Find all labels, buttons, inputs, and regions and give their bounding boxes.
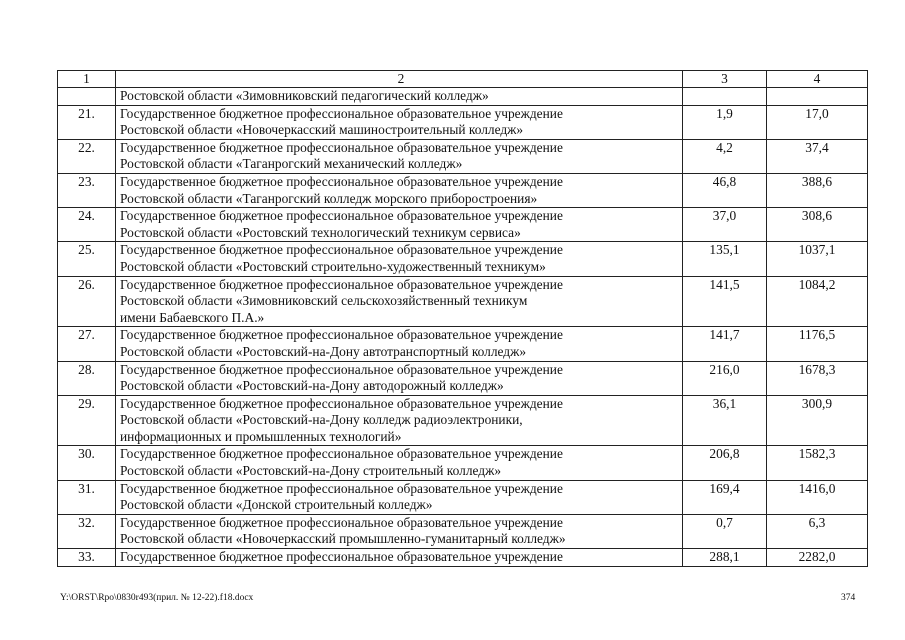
institution-name (116, 208, 683, 242)
row-number: 22. (58, 139, 116, 173)
row-number (58, 88, 116, 106)
table-row (58, 173, 868, 207)
value-col-3: 4,2 (683, 139, 767, 173)
table-row (58, 361, 868, 395)
value-col-4: 1084,2 (767, 276, 868, 327)
institution-name-line: Государственное бюджетное профессиональное образовательное учреждение (120, 480, 563, 496)
header-col-4: 4 (767, 71, 868, 88)
institution-name (116, 480, 683, 514)
institution-name-line: Ростовской области «Зимовниковский сельскохозяйственный техникум (120, 293, 528, 309)
value-col-3: 141,5 (683, 276, 767, 327)
institution-name (116, 327, 683, 361)
institution-name-line: Государственное бюджетное профессиональное образовательное учреждение (120, 327, 563, 343)
row-number: 24. (58, 208, 116, 242)
institution-name-line: Ростовской области «Ростовский-на-Дону автодорожный колледж» (120, 378, 504, 394)
institution-name-line: Ростовской области «Таганрогский механический колледж» (120, 156, 463, 172)
table-row (58, 105, 868, 139)
institution-name-line: Ростовской области «Ростовский-на-Дону автотранспортный колледж» (120, 343, 527, 359)
value-col-3: 169,4 (683, 480, 767, 514)
value-col-3: 141,7 (683, 327, 767, 361)
institution-name-line: Ростовской области «Ростовский-на-Дону строительный колледж» (120, 463, 502, 479)
header-col-2: 2 (116, 71, 683, 88)
institution-name (116, 514, 683, 548)
value-col-4: 37,4 (767, 139, 868, 173)
value-col-4: 300,9 (767, 395, 868, 446)
row-number: 33. (58, 549, 116, 567)
value-col-3: 288,1 (683, 549, 767, 567)
value-col-4: 2282,0 (767, 549, 868, 567)
institution-name (116, 361, 683, 395)
institution-name-line: Ростовской области «Ростовский технологический техникум сервиса» (120, 224, 521, 240)
row-number: 27. (58, 327, 116, 361)
institution-name-line: Ростовской области «Новочеркасский машиностроительный колледж» (120, 122, 524, 138)
row-number: 32. (58, 514, 116, 548)
row-number: 30. (58, 446, 116, 480)
header-col-1: 1 (58, 71, 116, 88)
table-row (58, 208, 868, 242)
table-row (58, 514, 868, 548)
value-col-3: 216,0 (683, 361, 767, 395)
institution-name (116, 446, 683, 480)
value-col-3: 206,8 (683, 446, 767, 480)
table-row (58, 88, 868, 106)
value-col-4 (767, 88, 868, 106)
institution-name-line: Государственное бюджетное профессиональное образовательное учреждение (120, 514, 563, 530)
institution-name-line: Государственное бюджетное профессиональное образовательное учреждение (120, 549, 563, 565)
row-number: 23. (58, 173, 116, 207)
value-col-4: 388,6 (767, 173, 868, 207)
header-col-3: 3 (683, 71, 767, 88)
value-col-4: 1176,5 (767, 327, 868, 361)
institution-name-line: Государственное бюджетное профессиональное образовательное учреждение (120, 361, 563, 377)
institution-name (116, 242, 683, 276)
institution-name (116, 395, 683, 446)
table-row (58, 327, 868, 361)
table-row (58, 480, 868, 514)
value-col-3: 36,1 (683, 395, 767, 446)
row-number: 31. (58, 480, 116, 514)
table-row (58, 276, 868, 327)
institution-name-line: Государственное бюджетное профессиональное образовательное учреждение (120, 395, 563, 411)
row-number: 25. (58, 242, 116, 276)
institution-name-line: Ростовской области «Новочеркасский промышленно-гуманитарный колледж» (120, 531, 566, 547)
institution-name-line: Ростовской области «Донской строительный колледж» (120, 497, 433, 513)
value-col-4: 308,6 (767, 208, 868, 242)
institution-name-line: имени Бабаевского П.А.» (120, 309, 265, 325)
value-col-4: 1678,3 (767, 361, 868, 395)
table-header-row (58, 71, 868, 88)
value-col-4: 1582,3 (767, 446, 868, 480)
institution-name-line: Государственное бюджетное профессиональное образовательное учреждение (120, 173, 563, 189)
institution-name (116, 173, 683, 207)
institution-name (116, 139, 683, 173)
row-number: 21. (58, 105, 116, 139)
value-col-3: 37,0 (683, 208, 767, 242)
table-row (58, 242, 868, 276)
footer-page-number: 374 (841, 593, 856, 603)
institution-name (116, 105, 683, 139)
institution-name-line: Государственное бюджетное профессиональное образовательное учреждение (120, 105, 563, 121)
table-row (58, 395, 868, 446)
row-number: 29. (58, 395, 116, 446)
footer-file-path: Y:\ORST\Rpo\0830r493(прил. № 12-22).f18.docx (60, 593, 254, 603)
institution-name-line: Государственное бюджетное профессиональное образовательное учреждение (120, 446, 563, 462)
institution-name-line: Ростовской области «Ростовский-на-Дону колледж радиоэлектроники, (120, 412, 523, 428)
value-col-4: 6,3 (767, 514, 868, 548)
institution-name-line: Государственное бюджетное профессиональное образовательное учреждение (120, 242, 563, 258)
institution-name-line: Ростовской области «Зимовниковский педагогический колледж» (120, 88, 489, 103)
row-number: 28. (58, 361, 116, 395)
row-number: 26. (58, 276, 116, 327)
value-col-4: 1037,1 (767, 242, 868, 276)
institution-name-line: Государственное бюджетное профессиональное образовательное учреждение (120, 208, 563, 224)
institution-name-line: информационных и промышленных технологий» (120, 428, 402, 444)
value-col-4: 1416,0 (767, 480, 868, 514)
value-col-3 (683, 88, 767, 106)
budget-table (57, 70, 868, 567)
institution-name-line: Государственное бюджетное профессиональное образовательное учреждение (120, 139, 563, 155)
value-col-4: 17,0 (767, 105, 868, 139)
value-col-3: 0,7 (683, 514, 767, 548)
value-col-3: 135,1 (683, 242, 767, 276)
institution-name (116, 549, 683, 567)
table-row (58, 139, 868, 173)
value-col-3: 1,9 (683, 105, 767, 139)
institution-name (116, 276, 683, 327)
table-row (58, 446, 868, 480)
value-col-3: 46,8 (683, 173, 767, 207)
institution-name-line: Ростовской области «Ростовский строительно-художественный техникум» (120, 258, 546, 274)
institution-name-line: Ростовской области «Таганрогский колледж морского приборостроения» (120, 190, 538, 206)
table-row (58, 549, 868, 567)
institution-name (116, 88, 683, 106)
institution-name-line: Государственное бюджетное профессиональное образовательное учреждение (120, 276, 563, 292)
